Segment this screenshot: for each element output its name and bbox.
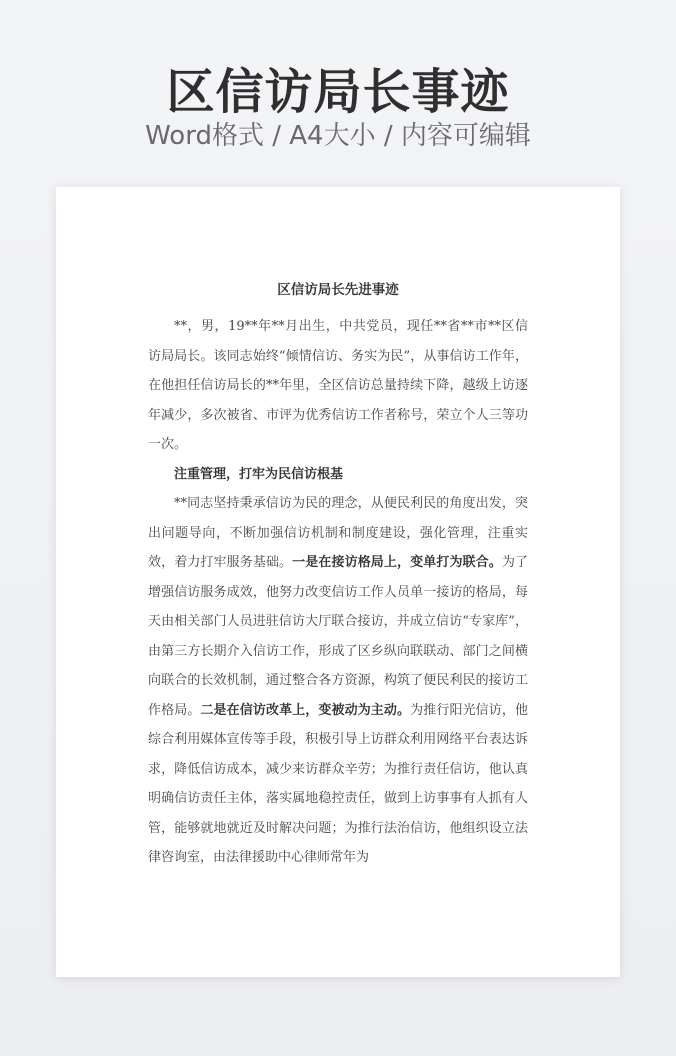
banner-title: 区信访局长事迹 <box>166 64 510 120</box>
section-heading: 注重管理，打牢为民信访根基 <box>174 466 344 482</box>
banner-subtitle: Word格式 / A4大小 / 内容可编辑 <box>145 121 531 151</box>
paragraph-text: 为推行阳光信访，他综合利用媒体宣传等手段，积极引导上访群众利用网络平台表达诉求，降低信访成本，减少来访群众辛劳；为推行责任信访，他认真明确信访责任主体，落实属地稳控责任，做到上访事事有人抓有人管，能够就地就近及时解决问题；为推行法治信访，他组织设立法律咨询室，由法律援助中心律师常年为 <box>148 702 528 865</box>
bold-point-1: 一是在接访格局上，变单打为联合。 <box>292 555 502 570</box>
document-body <box>148 312 528 873</box>
intro-paragraph: **，男，19**年**月出生，中共党员，现任**省**市**区信访局局长。该同志始终“倾情信访、务实为民”，从事信访工作年，在他担任信访局长的**年里，全区信访总量持续下降，越级上访逐年减少，多次被省、市评为优秀信访工作者称号，荣立个人三等功一次。 <box>148 319 528 452</box>
paragraph-text: **同志坚持秉承信访为民的理念，从便民利民的角度出发，突出问题导向，不断加强信访机制和制度建设，强化管理，注重实效，着力打牢服务基础。 <box>148 496 528 570</box>
document-heading: 区信访局长先进事迹 <box>277 282 399 298</box>
body-paragraph <box>148 489 528 873</box>
document-page <box>56 187 620 977</box>
bold-point-2: 二是在信访改革上，变被动为主动。 <box>200 702 411 718</box>
paragraph-text: 为了增强信访服务成效，他努力改变信访工作人员单一接访的格局，每天由相关部门人员进驻信访大厅联合接访，并成立信访“专家库”，由第三方长期介入信访工作，形成了区乡纵向联联动、部门之间横向联合的长效机制，通过整合各方资源，构筑了便民利民的接访工作格局。 <box>148 555 528 718</box>
